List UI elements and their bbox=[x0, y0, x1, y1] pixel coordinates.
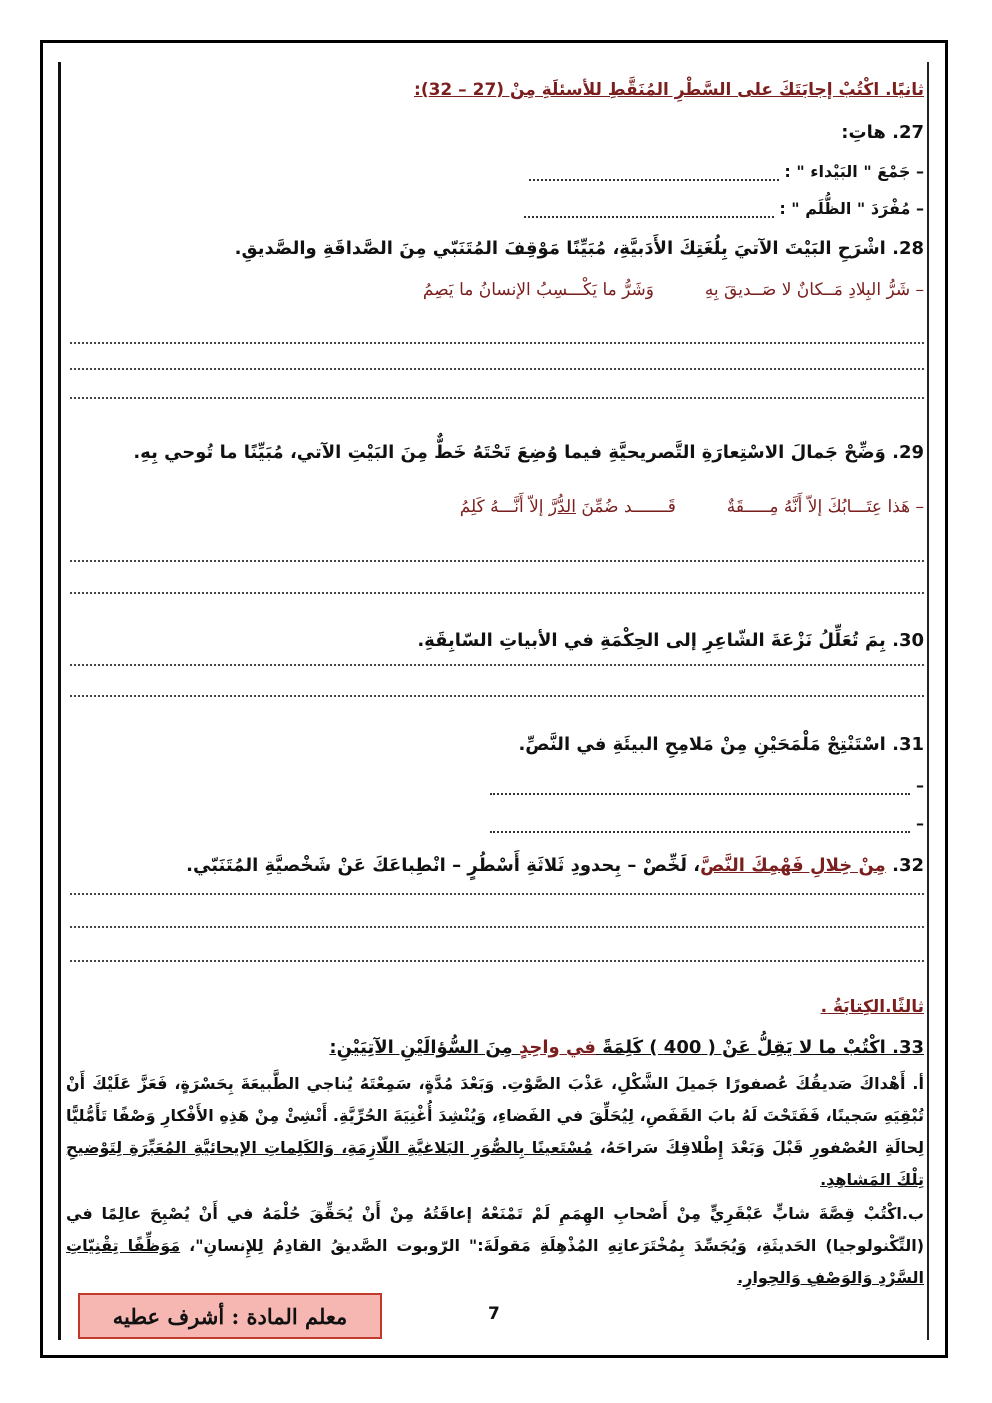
answer-line bbox=[70, 926, 924, 928]
q31-line1 bbox=[70, 776, 924, 795]
q33-b-text: ب.اكْتُبْ قِصَّةَ شابٍّ عَبْقَرِيٍّ مِنْ أَصْحابِ الهِمَمِ لَمْ تَمْنَعْهُ إعاقَتُهُ مِنْ أَنْ يُحَقِّقَ حُلْمَهُ في أَنْ يُصْبِحَ عالِمًا في (التِّكْنولوجيا) الحَديثَةِ، وَيُجَسِّدَ بِمُخْتَرَعاتِهِ المُذْهِلَةِ مَقولَةَ:" الرّوبوت الصَّديقُ القادِمُ لِلإِنسانِ"، bbox=[66, 1204, 924, 1255]
q33-option-a bbox=[66, 1068, 924, 1196]
answer-dots bbox=[529, 165, 779, 181]
teacher-name-box: معلم المادة : أشرف عطيه bbox=[78, 1293, 382, 1339]
answer-line bbox=[70, 960, 924, 962]
q29-verse-left-a: قَـــــــد ضُمِّنَ bbox=[575, 497, 676, 517]
q33-a-underlined: مُسْتَعينًا بِالصُّوَرِ البَلاغيَّةِ اللّازِمَةِ، وَالكَلِماتِ الإيحائيَّةِ المُعَبِّرَةِ لِتَوْضيحِ تِلْكَ المَشاهِدِ. bbox=[66, 1138, 924, 1189]
section3-header: ثالثًا.الكِتابَةُ . bbox=[820, 997, 924, 1017]
q30-title: 30. بِمَ تُعَلِّلُ نَزْعَةَ الشّاعِرِ إلى الحِكْمَةِ في الأبياتِ السّابِقَةِ. bbox=[417, 630, 924, 651]
q32-rest: ، لَخِّصْ – بِحدودِ ثَلاثَةِ أَسْطُرٍ – انْطِباعَكَ عَنْ شَخْصيَّةِ المُتَنَبّي. bbox=[186, 855, 701, 876]
q27-title: 27. هاتِ: bbox=[841, 122, 924, 143]
q31-title: 31. اسْتَنْتِجْ مَلْمَحَيْنِ مِنْ مَلامِحِ البيئَةِ في النَّصِّ. bbox=[518, 734, 924, 755]
q28-title: 28. اشْرَحِ البَيْتَ الآتيَ بِلُغَتِكَ الأَدَبيَّةِ، مُبَيِّنًا مَوْقِفَ المُتَنَبّي مِنَ الصَّداقَةِ والصَّديقِ. bbox=[234, 238, 924, 259]
q33-b-underlined: مَوَظِّفًا تِقْنِيّاتِ السَّرْدِ وَالوَصْفِ وَالحِوارِ. bbox=[66, 1236, 924, 1287]
answer-line bbox=[70, 695, 924, 697]
q29-verse-underlined: الدُّرَّ bbox=[548, 497, 576, 517]
answer-line bbox=[70, 592, 924, 594]
q32-num: 32. bbox=[885, 855, 924, 876]
q28-verse-right: – شَرُّ البِلادِ مَــكانٌ لا صَــديقَ بِهِ bbox=[704, 280, 924, 300]
answer-dots bbox=[524, 202, 774, 218]
dash: – bbox=[916, 814, 924, 833]
section2-header: ثانيًا. اكْتُبْ إجابَتَكَ على السَّطْرِ المُنَقَّطِ للأسئلَةِ مِنْ (27 – 32): bbox=[414, 80, 924, 100]
q29-title: 29. وَضِّحْ جَمالَ الاسْتِعارَةِ التَّصريحيَّةِ فيما وُضِعَ تَحْتَهُ خَطٌّ مِنَ البَيْتِ الآتي، مُبَيِّنًا ما تُوحي بِهِ. bbox=[133, 442, 924, 463]
q29-verse-right: – هَذا عِتَـــابُكَ إلاّ أَنَّهُ مِـــــقَةٌ bbox=[726, 497, 924, 517]
q33-title bbox=[70, 1037, 924, 1058]
q27-item1 bbox=[70, 162, 924, 181]
q33-a-text: أ. أَهْداكَ صَديقُكَ عُصفورًا جَميلَ الشَّكْلِ، عَذْبَ الصَّوْتِ. وَبَعْدَ مُدَّةٍ، سَمِعْتَهُ يُناجي الطَّبيعَةَ بِحَسْرَةٍ، فَعَزَّ عَلَيْكَ أَنْ تُبْقِيَهِ سَجينًا، فَفَتَحْتَ لَهُ بابَ القَفَصِ، لِيُحَلِّقَ في الفَضاءِ، وَيُنْشِدَ أُغْنِيَةَ الحُرِّيَّةِ. أَنْشِئْ مِنْ هَذِهِ الأَفْكارِ وَصْفًا تَأَمُّليًّا لِحالَةِ العُصْفورِ قَبْلَ وَبَعْدَ إِطْلاقِكَ سَراحَهُ، bbox=[66, 1074, 924, 1157]
q27-item1-label: – جَمْعَ " البَيْداء " : bbox=[784, 162, 924, 181]
margin-line-left bbox=[58, 62, 61, 1340]
q32-title bbox=[70, 855, 924, 876]
q29-verse-left-b: إلاّ أَنَّـــهُ كَلِمُ bbox=[459, 497, 549, 517]
q27-item2-label: – مُفْرَدَ " الظُّلَم " : bbox=[779, 199, 924, 218]
q32-underlined: مِنْ خِلالِ فَهْمِكَ النَّصَّ bbox=[700, 855, 886, 876]
q33-option-b bbox=[66, 1198, 924, 1294]
margin-line-right bbox=[927, 62, 929, 1340]
answer-line bbox=[70, 893, 924, 895]
q28-verse-left: وَشَرُّ ما يَكْـــسِبُ الإنسانُ ما يَصِمُ bbox=[422, 280, 654, 300]
q33-title-a: 33. اكْتُبْ ما لا يَقِلُّ عَنْ ( 400 ) كَلِمَةً bbox=[595, 1037, 924, 1058]
answer-line bbox=[70, 397, 924, 399]
q28-verse bbox=[70, 280, 924, 300]
q31-line2 bbox=[70, 814, 924, 833]
q27-item2 bbox=[70, 199, 924, 218]
answer-dots bbox=[490, 779, 910, 795]
q33-title-b: مِنَ السُّؤالَيْنِ الآتِيَيْنِ: bbox=[329, 1037, 519, 1058]
answer-line bbox=[70, 368, 924, 370]
answer-line bbox=[70, 560, 924, 562]
answer-line bbox=[70, 342, 924, 344]
q29-verse bbox=[70, 497, 924, 517]
q33-underlined: في واحِدٍ bbox=[518, 1037, 596, 1058]
dash: – bbox=[916, 776, 924, 795]
answer-line bbox=[70, 664, 924, 666]
page-number: 7 bbox=[488, 1304, 500, 1324]
answer-dots bbox=[490, 817, 910, 833]
